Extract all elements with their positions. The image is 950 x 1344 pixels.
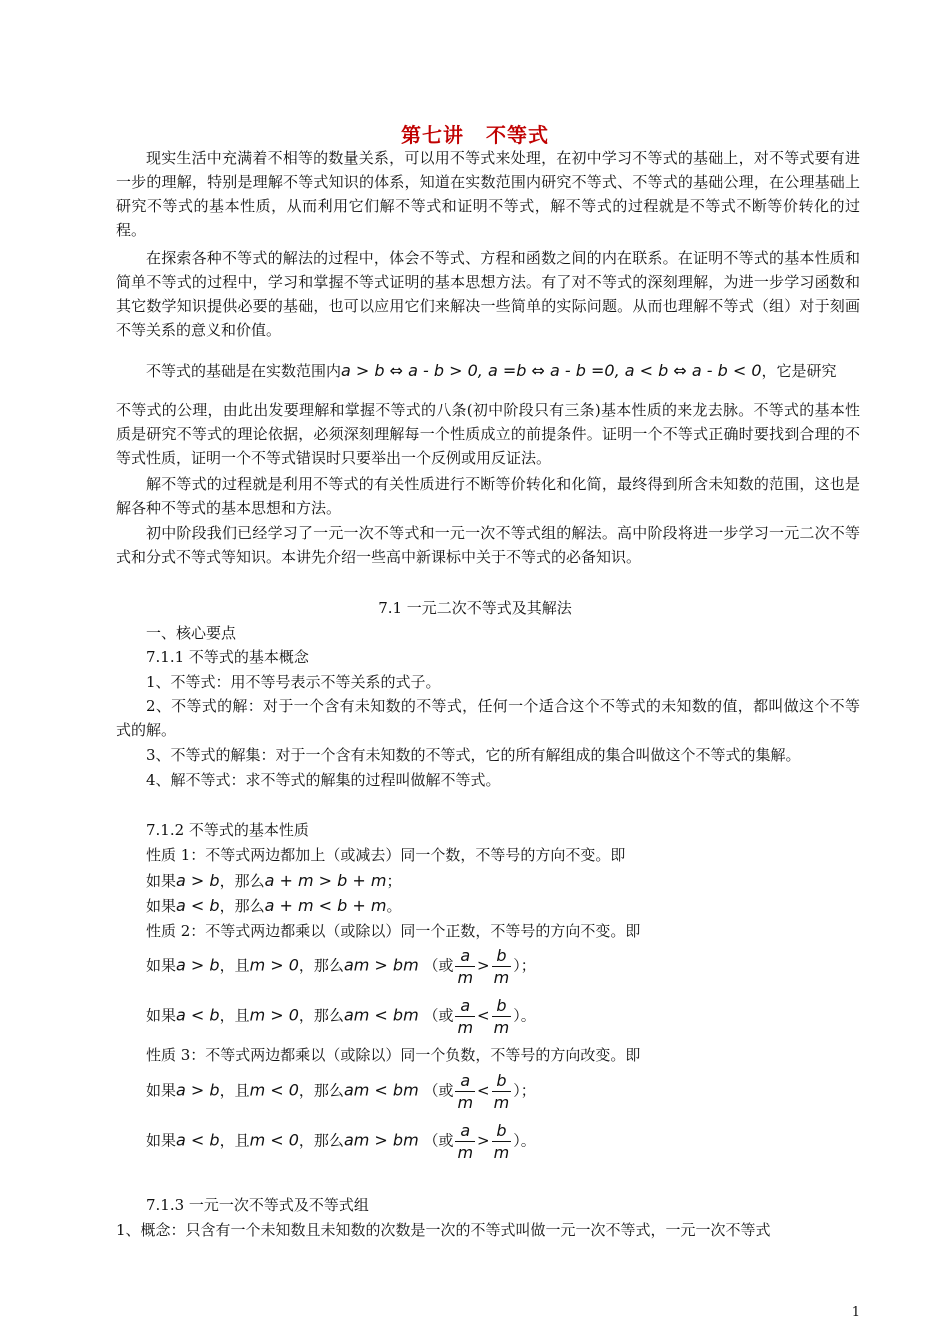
- property-3: 性质 3：不等式两边都乘以（或除以）同一个负数，不等号的方向改变。即: [146, 1046, 641, 1064]
- property-1-case-b: 如果a < b，那么a + m < b + m。: [146, 896, 402, 915]
- lecture-title: [0, 119, 950, 148]
- definition-4: 4、解不等式：求不等式的解集的过程叫做解不等式。: [146, 771, 501, 789]
- axiom-prefix: 不等式的基础是在实数范围内: [146, 362, 342, 380]
- property-2-case-a: 如果a > b，且m > 0，那么am > bm （或 $\frac{a}{m}$ > $\frac{b}{m}$ ）；: [146, 946, 536, 987]
- property-1: 性质 1：不等式两边都加上（或减去）同一个数，不等号的方向不变。即: [146, 846, 626, 864]
- section-title: 7.1 一元二次不等式及其解法: [378, 599, 572, 617]
- page-number: 1: [851, 1305, 860, 1320]
- lecture-topic: 不等式: [486, 123, 549, 147]
- intro-paragraph-4: 解不等式的过程就是利用不等式的有关性质进行不断等价转化和化简，最终得到所含未知数的范围，这也是解各种不等式的基本思想和方法。: [116, 475, 860, 517]
- fraction-b-over-m: $\frac{b}{m}$: [493, 946, 510, 987]
- core-heading: 一、核心要点: [146, 624, 237, 642]
- fraction-a-over-m: $\frac{a}{m}$: [457, 996, 474, 1037]
- property-2: 性质 2：不等式两边都乘以（或除以）同一个正数，不等号的方向不变。即: [146, 922, 641, 940]
- fraction-b-over-m: $\frac{b}{m}$: [493, 996, 510, 1037]
- subsection-7-1-3: 7.1.3 一元一次不等式及不等式组: [146, 1196, 369, 1214]
- lecture-number: 第七讲: [401, 123, 464, 147]
- fraction-b-over-m: $\frac{b}{m}$: [493, 1121, 510, 1162]
- property-3-case-a: 如果a > b，且m < 0，那么am < bm （或 $\frac{a}{m}$ < $\frac{b}{m}$ ）；: [146, 1071, 536, 1112]
- axiom-formula: a > b ⇔ a - b > 0, a =b ⇔ a - b =0, a < b ⇔ a - b < 0: [341, 361, 762, 380]
- fraction-a-over-m: $\frac{a}{m}$: [457, 946, 474, 987]
- property-3-case-b: 如果a < b，且m < 0，那么am > bm （或 $\frac{a}{m}$ > $\frac{b}{m}$ ）。: [146, 1121, 536, 1162]
- axiom-line: [146, 359, 866, 383]
- intro-paragraph-1: 现实生活中充满着不相等的数量关系，可以用不等式来处理，在初中学习不等式的基础上，对不等式要有进一步的理解，特别是理解不等式知识的体系，知道在实数范围内研究不等式、不等式的基础公理，在公理基础上研究不等式的基本性质，从而利用它们解不等式和证明不等式，解不等式的过程就是不等式不断等价转化的过程。: [116, 149, 860, 239]
- axiom-suffix: ，它是研究: [761, 362, 837, 380]
- fraction-a-over-m: $\frac{a}{m}$: [457, 1121, 474, 1162]
- fraction-a-over-m: $\frac{a}{m}$: [457, 1071, 474, 1112]
- subsection-7-1-2: 7.1.2 不等式的基本性质: [146, 821, 309, 839]
- intro-paragraph-2: 在探索各种不等式的解法的过程中，体会不等式、方程和函数之间的内在联系。在证明不等式的基本性质和简单不等式的过程中，学习和掌握不等式证明的基本思想方法。有了对不等式的深刻理解，为进一步学习函数和其它数学知识提供必要的基础，也可以应用它们来解决一些简单的实际问题。从而也理解不等式（组）对于刻画不等关系的意义和价值。: [116, 249, 860, 339]
- property-1-case-a: 如果a > b，那么a + m > b + m；: [146, 871, 402, 890]
- concept-line: 1、概念：只含有一个未知数且未知数的次数是一次的不等式叫做一元一次不等式，一元一次不等式: [116, 1221, 771, 1239]
- intro-paragraph-5: 初中阶段我们已经学习了一元一次不等式和一元一次不等式组的解法。高中阶段将进一步学习一元二次不等式和分式不等式等知识。本讲先介绍一些高中新课标中关于不等式的必备知识。: [116, 524, 860, 566]
- property-2-case-b: 如果a < b，且m > 0，那么am < bm （或 $\frac{a}{m}$ < $\frac{b}{m}$ ）。: [146, 996, 536, 1037]
- fraction-b-over-m: $\frac{b}{m}$: [493, 1071, 510, 1112]
- subsection-7-1-1: 7.1.1 不等式的基本概念: [146, 648, 309, 666]
- definition-3: 3、不等式的解集：对于一个含有未知数的不等式，它的所有解组成的集合叫做这个不等式的集解。: [146, 746, 801, 764]
- definition-1: 1、不等式：用不等号表示不等关系的式子。: [146, 673, 441, 691]
- definition-2: 2、不等式的解：对于一个含有未知数的不等式，任何一个适合这个不等式的未知数的值，都叫做这个不等式的解。: [116, 697, 860, 739]
- intro-paragraph-3: 不等式的公理，由此出发要理解和掌握不等式的八条(初中阶段只有三条)基本性质的来龙去脉。不等式的基本性质是研究不等式的理论依据，必须深刻理解每一个性质成立的前提条件。证明一个不等式正确时要找到合理的不等式性质，证明一个不等式错误时只要举出一个反例或用反证法。: [116, 401, 860, 467]
